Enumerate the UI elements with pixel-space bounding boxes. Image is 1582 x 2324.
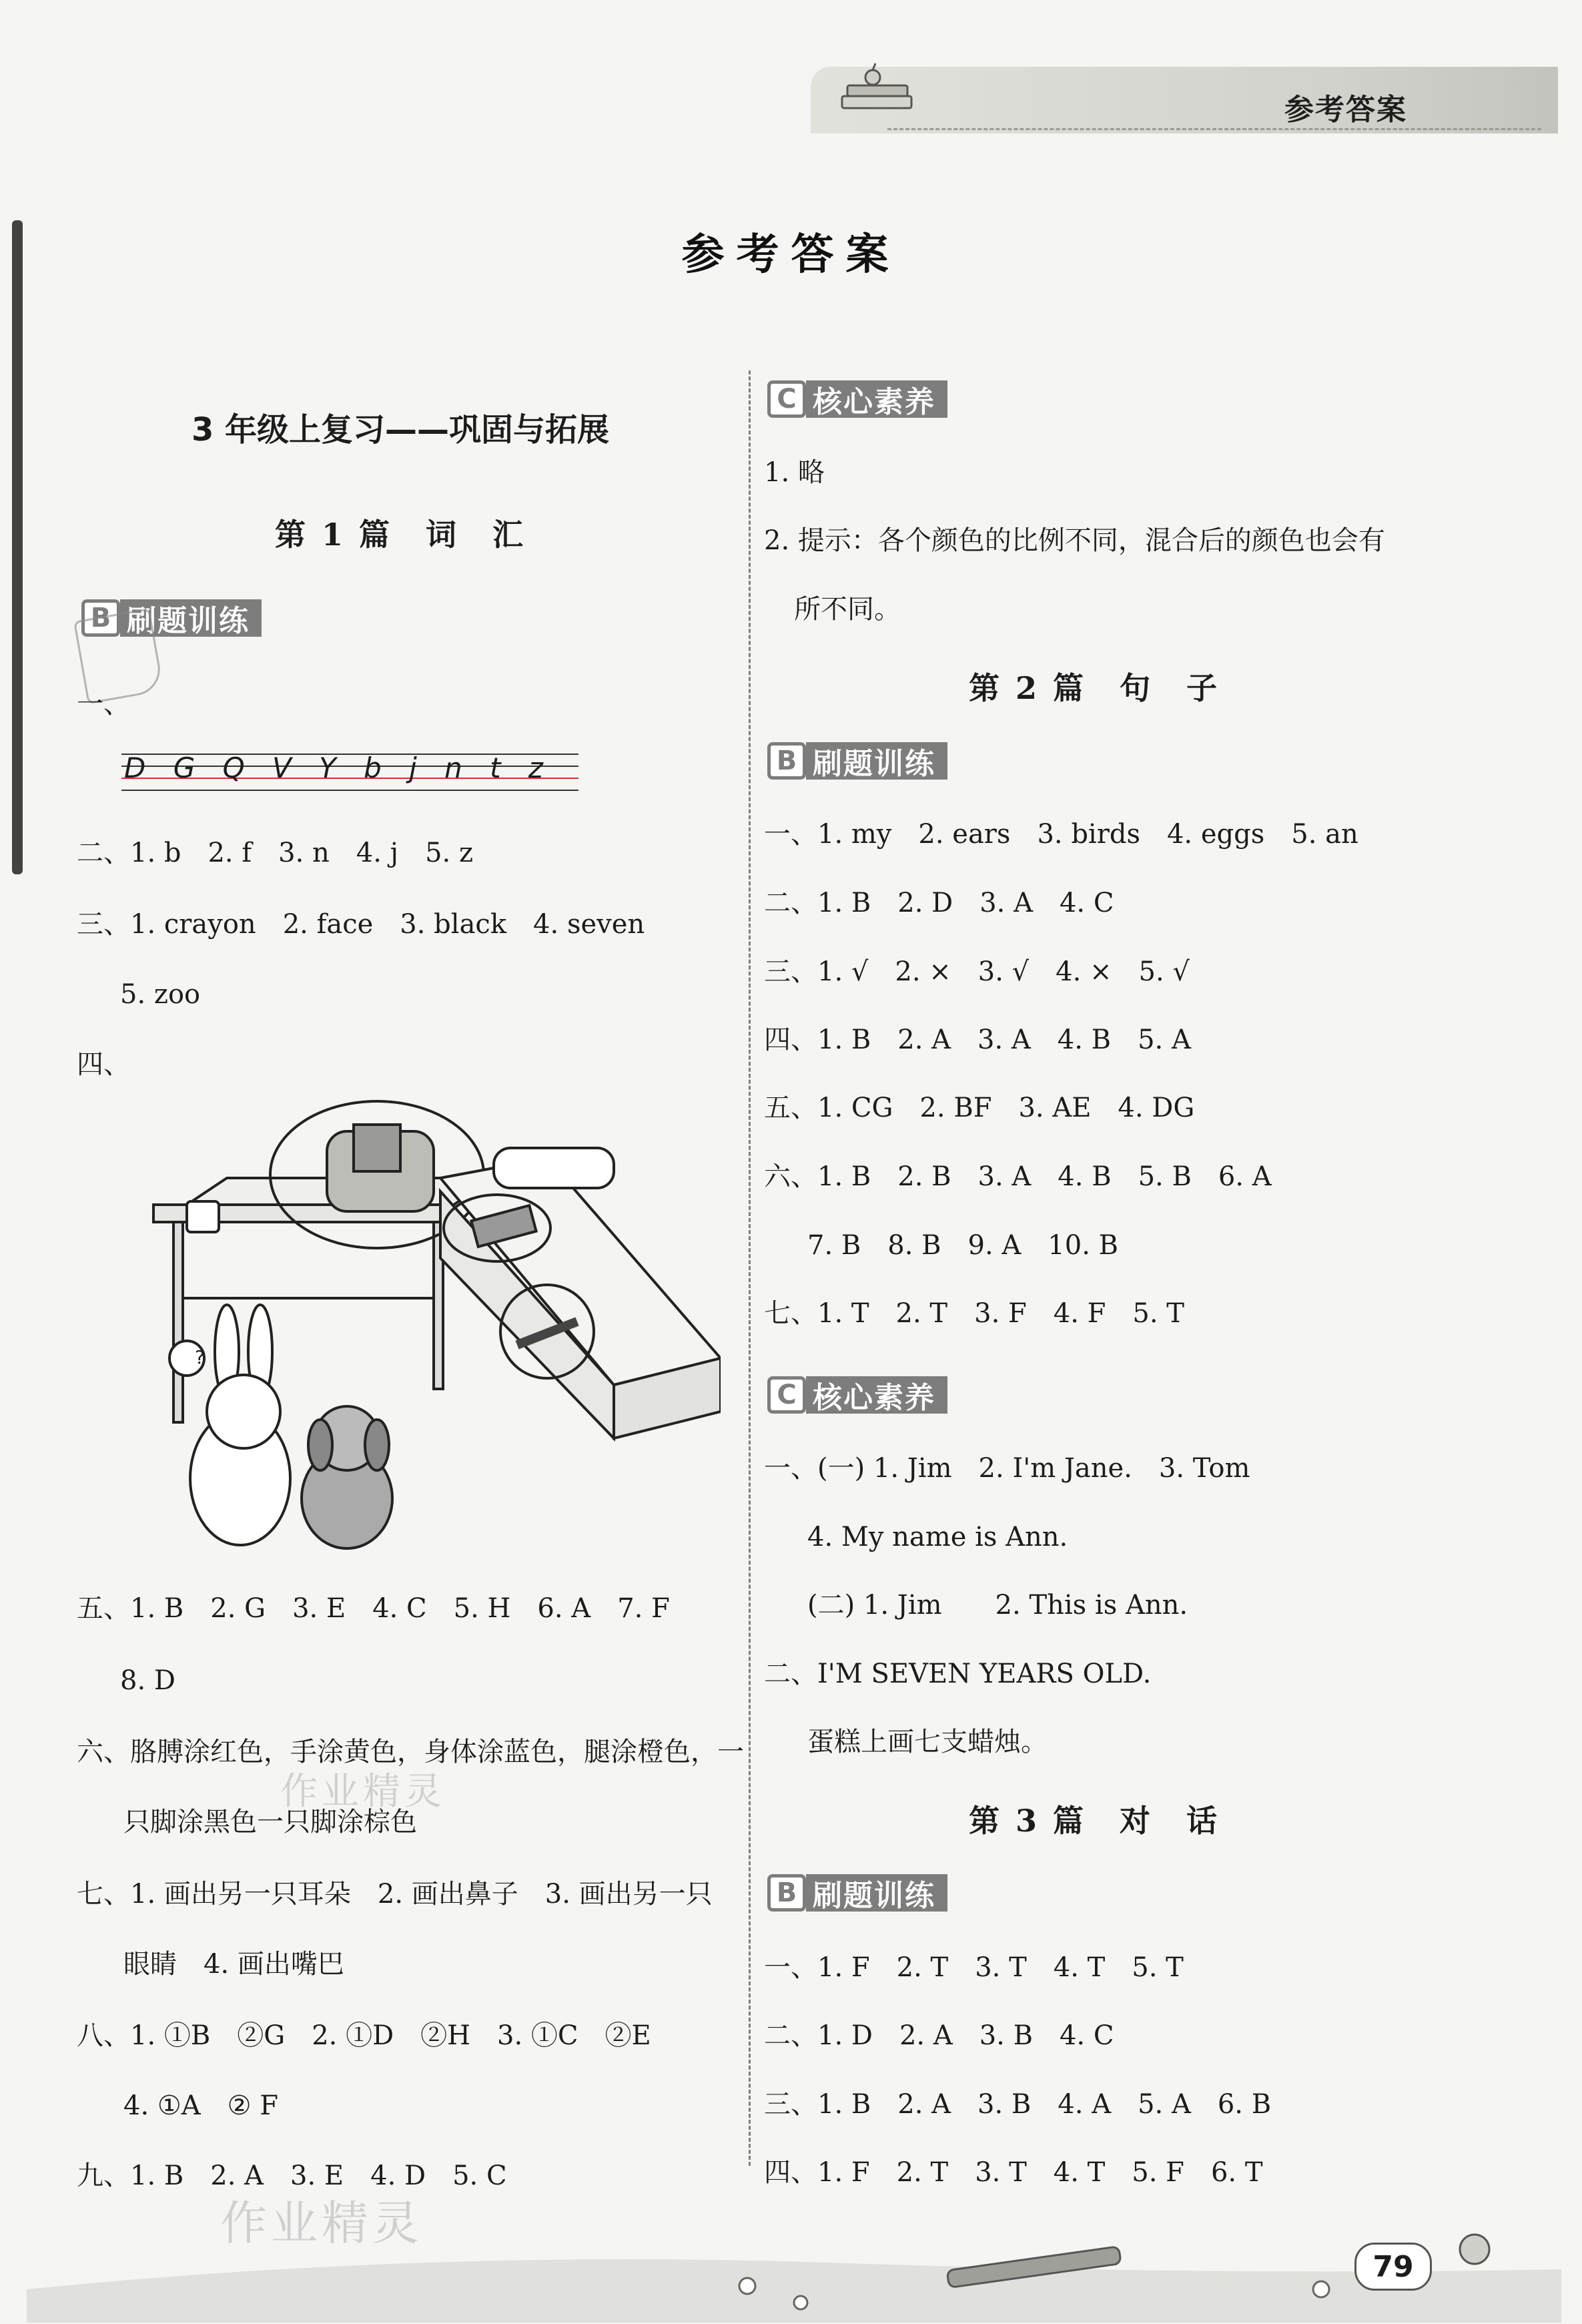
page-title: 参考答案 bbox=[681, 230, 901, 280]
s2-answer-7: 七、1. T 2. T 3. F 4. F 5. T bbox=[764, 1298, 1184, 1329]
answer-5b: 8. D bbox=[120, 1665, 175, 1696]
books-icon bbox=[834, 53, 927, 120]
s2-core-1c: (二) 1. Jim 2. This is Ann. bbox=[807, 1590, 1188, 1621]
s2-answer-6b: 7. B 8. B 9. A 10. B bbox=[807, 1230, 1119, 1261]
answer-8b: 4. ①A ② F bbox=[123, 2090, 278, 2121]
alphabet-answer: D G Q V Y b j n t z bbox=[124, 752, 552, 784]
s3-answer-2: 二、1. D 2. A 3. B 4. C bbox=[764, 2020, 1114, 2051]
s2-core-1a: 一、(一) 1. Jim 2. I'm Jane. 3. Tom bbox=[764, 1453, 1250, 1484]
part-title: 3 年级上复习——巩固与拓展 bbox=[191, 411, 610, 449]
watermark: 作业精灵 bbox=[280, 1770, 446, 1813]
section-2-title: 第 2 篇 句 子 bbox=[968, 670, 1220, 706]
badge-letter: C bbox=[767, 1376, 806, 1414]
watermark: 作业精灵 bbox=[220, 2196, 423, 2251]
badge-practice-3 bbox=[767, 1874, 947, 1912]
answer-6a: 六、胳膊涂红色，手涂黄色，身体涂蓝色，腿涂橙色，一 bbox=[77, 1737, 744, 1767]
s3-answer-1: 一、1. F 2. T 3. T 4. T 5. T bbox=[764, 1952, 1184, 1983]
core-answer-2a: 2. 提示：各个颜色的比例不同，混合后的颜色也会有 bbox=[764, 525, 1385, 556]
s2-core-2b: 蛋糕上画七支蜡烛。 bbox=[807, 1727, 1048, 1757]
section-1-title: 第 1 篇 词 汇 bbox=[274, 517, 526, 553]
s3-answer-4: 四、1. F 2. T 3. T 4. T 5. F 6. T bbox=[764, 2157, 1263, 2188]
answer-4: 四、 bbox=[77, 1049, 130, 1080]
answer-6b: 只脚涂黑色一只脚涂棕色 bbox=[123, 1807, 417, 1837]
header-title: 参考答案 bbox=[1284, 93, 1407, 127]
badge-label: 刷题训练 bbox=[806, 1874, 947, 1912]
s2-answer-6a: 六、1. B 2. B 3. A 4. B 5. B 6. A bbox=[764, 1161, 1272, 1192]
s2-answer-1: 一、1. my 2. ears 3. birds 4. eggs 5. an bbox=[764, 819, 1358, 850]
s2-answer-5: 五、1. CG 2. BF 3. AE 4. DG bbox=[764, 1093, 1195, 1123]
answer-2: 二、1. b 2. f 3. n 4. j 5. z bbox=[77, 838, 474, 868]
answer-5a: 五、1. B 2. G 3. E 4. C 5. H 6. A 7. F bbox=[77, 1593, 670, 1624]
section-3-title: 第 3 篇 对 话 bbox=[968, 1803, 1220, 1839]
badge-practice-2 bbox=[767, 742, 947, 780]
core-answer-1: 1. 略 bbox=[764, 457, 825, 488]
column-divider bbox=[749, 370, 751, 2166]
page-number: 79 bbox=[1354, 2243, 1432, 2291]
s3-answer-3: 三、1. B 2. A 3. B 4. A 5. A 6. B bbox=[764, 2089, 1272, 2120]
answer-7b: 眼睛 4. 画出嘴巴 bbox=[123, 1949, 344, 1980]
footer-decoration bbox=[27, 2223, 1561, 2323]
binding-edge bbox=[12, 220, 23, 874]
badge-label: 刷题训练 bbox=[806, 742, 947, 780]
core-answer-2b: 所不同。 bbox=[794, 594, 901, 625]
s2-answer-4: 四、1. B 2. A 3. A 4. B 5. A bbox=[764, 1025, 1191, 1055]
answer-3a: 三、1. crayon 2. face 3. black 4. seven bbox=[77, 909, 645, 940]
badge-label: 核心素养 bbox=[806, 380, 947, 418]
s2-core-1b: 4. My name is Ann. bbox=[807, 1522, 1068, 1552]
s2-answer-2: 二、1. B 2. D 3. A 4. C bbox=[764, 888, 1114, 918]
badge-letter: C bbox=[767, 380, 806, 418]
question-mark-bubble: ? bbox=[195, 1346, 205, 1368]
q1-marker: 一、 bbox=[77, 689, 130, 719]
answer-3b: 5. zoo bbox=[120, 979, 201, 1010]
badge-label: 核心素养 bbox=[806, 1376, 947, 1414]
header-divider bbox=[887, 128, 1541, 130]
badge-core-1 bbox=[767, 380, 947, 418]
badge-core-2 bbox=[767, 1376, 947, 1414]
bedroom-illustration bbox=[147, 1038, 721, 1565]
s2-answer-3: 三、1. √ 2. × 3. √ 4. × 5. √ bbox=[764, 956, 1190, 987]
s2-core-2a: 二、I'M SEVEN YEARS OLD. bbox=[764, 1659, 1152, 1689]
answer-7a: 七、1. 画出另一只耳朵 2. 画出鼻子 3. 画出另一只 bbox=[77, 1879, 713, 1910]
badge-letter: B bbox=[767, 742, 806, 780]
badge-letter: B bbox=[767, 1874, 806, 1912]
answer-9: 九、1. B 2. A 3. E 4. D 5. C bbox=[77, 2160, 507, 2191]
badge-letter: B bbox=[81, 599, 120, 637]
answer-8a: 八、1. ①B ②G 2. ①D ②H 3. ①C ②E bbox=[77, 2020, 651, 2051]
badge-label: 刷题训练 bbox=[120, 599, 262, 637]
